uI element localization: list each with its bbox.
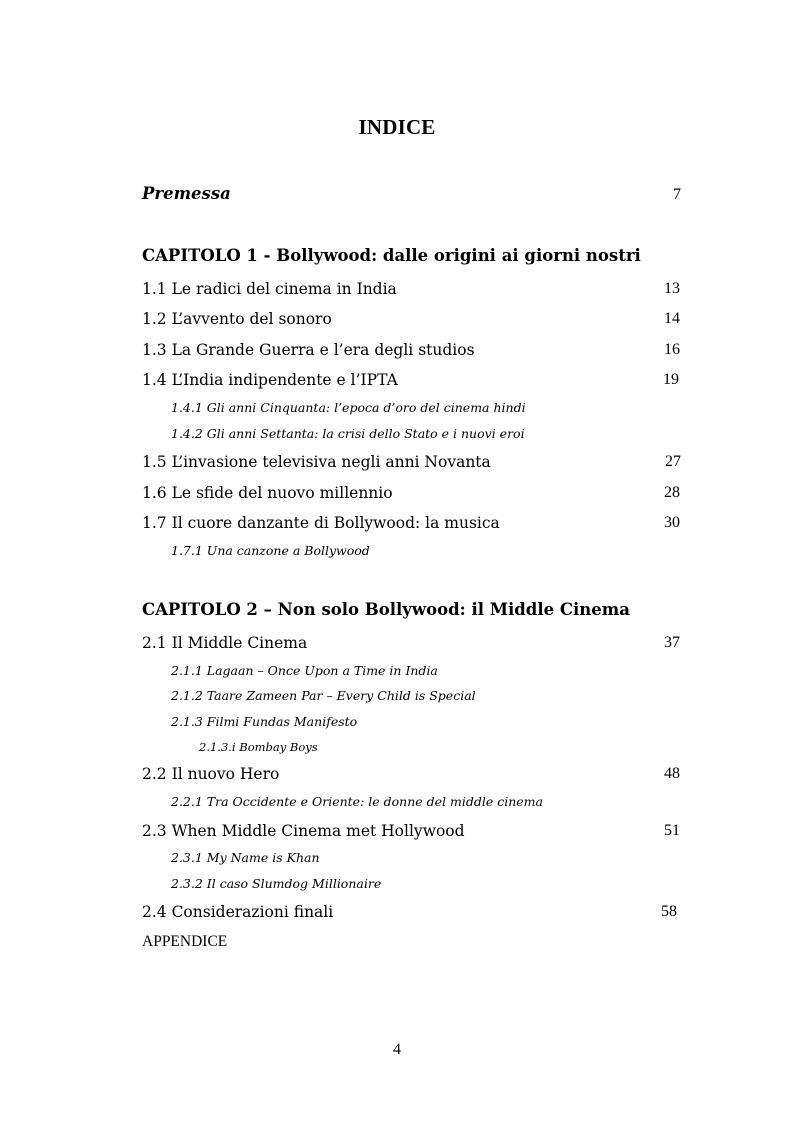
toc-entry: 1.7 Il cuore danzante di Bollywood: la musica <box>142 514 500 532</box>
toc-page-number: 13 <box>664 280 680 297</box>
toc-entry: 1.5 L’invasione televisiva negli anni Novanta <box>142 453 491 471</box>
toc-page-number: 27 <box>665 453 681 470</box>
page-number: 4 <box>393 1041 401 1058</box>
chapter-heading-1: CAPITOLO 1 - Bollywood: dalle origini ai giorni nostri <box>142 246 641 265</box>
toc-subentry: 2.3.1 My Name is Khan <box>171 850 320 865</box>
toc-subentry: 2.3.2 Il caso Slumdog Millionaire <box>171 876 382 891</box>
toc-entry-premessa: Premessa <box>142 184 231 203</box>
toc-page-number: 7 <box>673 186 681 203</box>
toc-entry: 2.4 Considerazioni finali <box>142 903 334 921</box>
chapter-heading-2: CAPITOLO 2 – Non solo Bollywood: il Middle Cinema <box>142 600 630 619</box>
toc-subentry: 2.2.1 Tra Occidente e Oriente: le donne del middle cinema <box>171 794 543 809</box>
toc-entry: 2.3 When Middle Cinema met Hollywood <box>142 822 465 840</box>
toc-entry: 1.3 La Grande Guerra e l’era degli studios <box>142 341 475 359</box>
toc-page-number: 58 <box>661 903 677 920</box>
toc-page-number: 37 <box>664 634 680 651</box>
toc-subentry: 2.1.2 Taare Zameen Par – Every Child is Special <box>171 688 476 703</box>
toc-subentry: 1.4.2 Gli anni Settanta: la crisi dello Stato e i nuovi eroi <box>171 426 525 441</box>
toc-entry: 1.1 Le radici del cinema in India <box>142 280 397 298</box>
toc-appendix: APPENDICE <box>142 933 228 950</box>
toc-page-number: 51 <box>664 822 680 839</box>
toc-subentry: 2.1.1 Lagaan – Once Upon a Time in India <box>171 663 438 678</box>
toc-entry: 1.6 Le sfide del nuovo millennio <box>142 484 393 502</box>
toc-entry: 1.4 L’India indipendente e l’IPTA <box>142 371 398 389</box>
toc-page-number: 19 <box>663 371 679 388</box>
toc-page-number: 30 <box>664 514 680 531</box>
toc-subsubentry: 2.1.3.i Bombay Boys <box>199 740 318 754</box>
toc-subentry: 1.7.1 Una canzone a Bollywood <box>171 543 370 558</box>
toc-entry: 1.2 L’avvento del sonoro <box>142 310 332 328</box>
toc-subentry: 2.1.3 Filmi Fundas Manifesto <box>171 714 358 729</box>
toc-entry: 2.2 Il nuovo Hero <box>142 765 280 783</box>
toc-page-number: 14 <box>664 310 680 327</box>
toc-page-number: 48 <box>664 765 680 782</box>
toc-page-number: 16 <box>664 341 680 358</box>
toc-page-number: 28 <box>664 484 680 501</box>
page-title: INDICE <box>358 115 436 139</box>
toc-subentry: 1.4.1 Gli anni Cinquanta: l’epoca d’oro del cinema hindi <box>171 400 526 415</box>
toc-entry: 2.1 Il Middle Cinema <box>142 634 308 652</box>
